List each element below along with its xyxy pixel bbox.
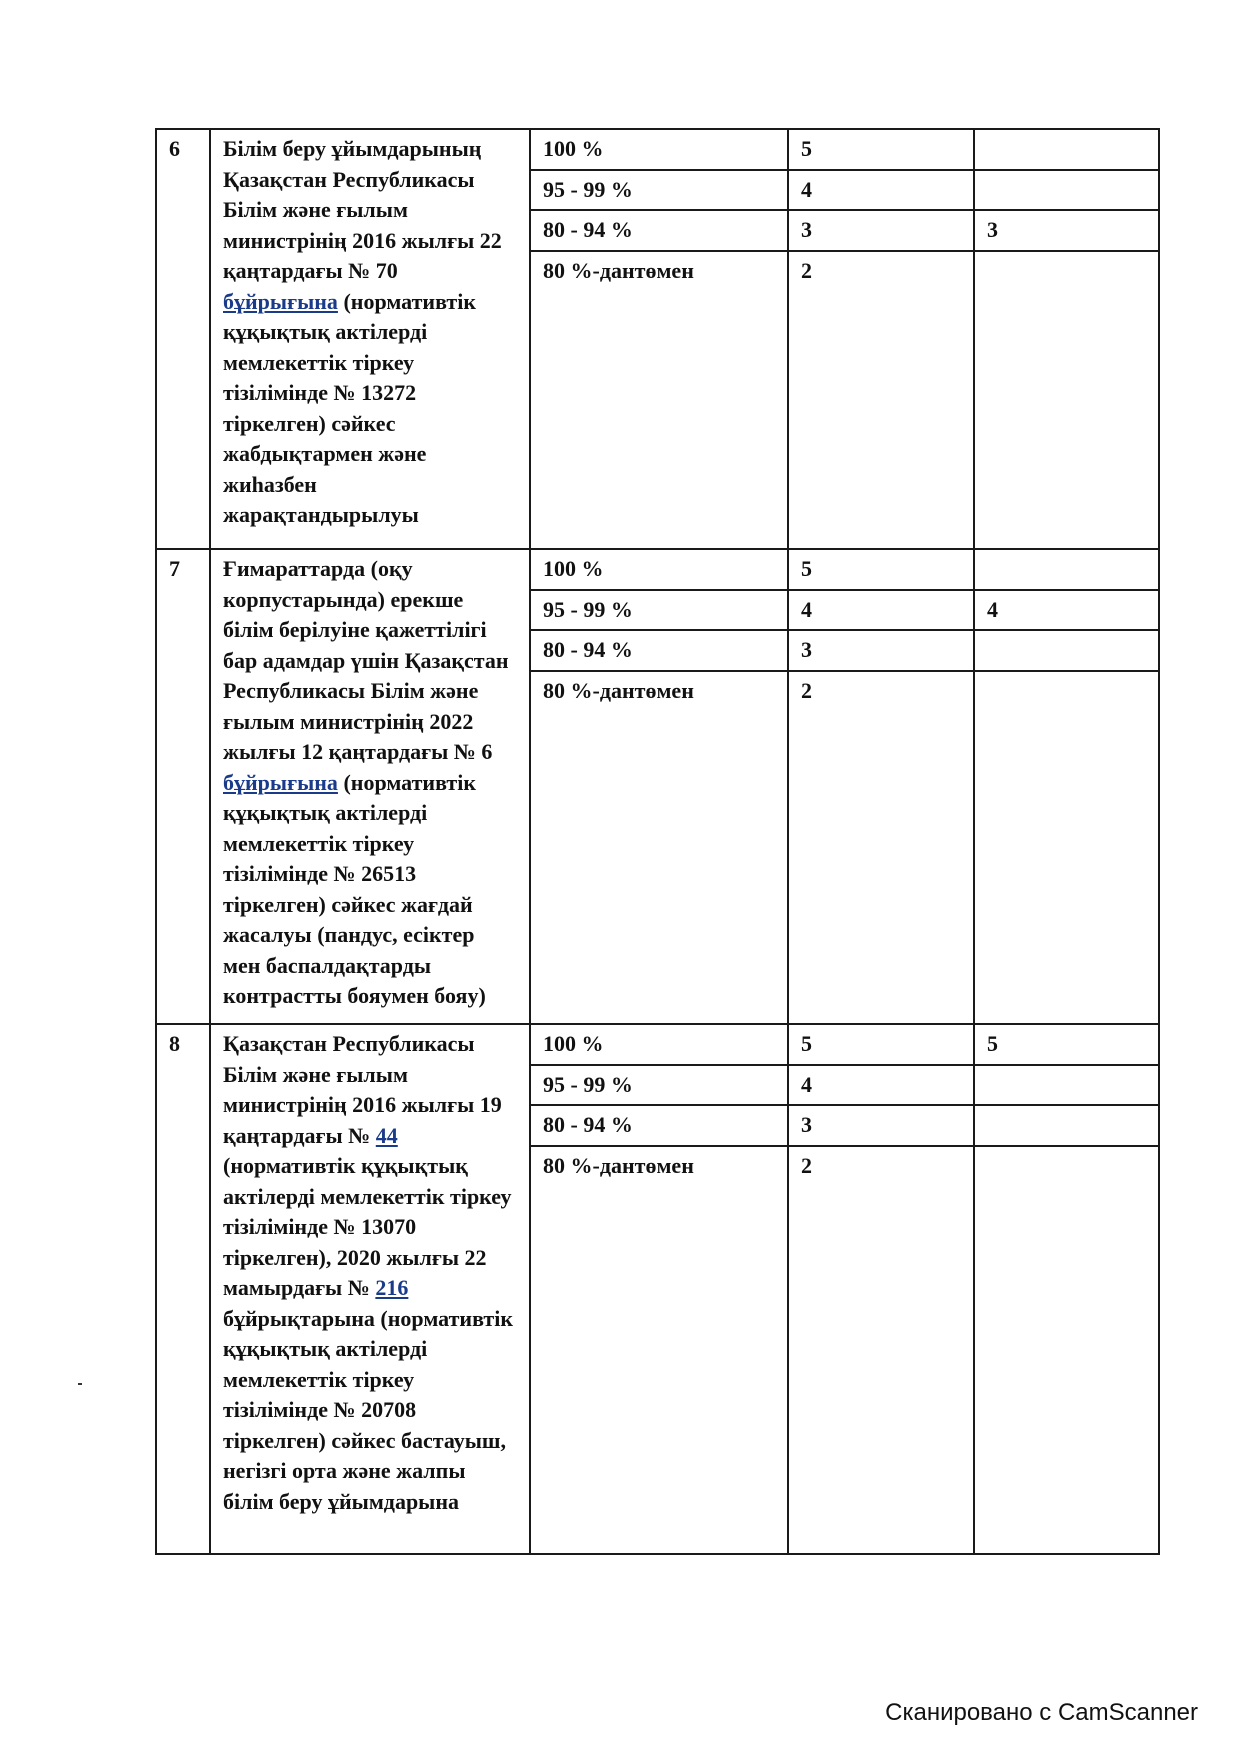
table-row [156,1024,1159,1065]
range-cell: 80 %-дантөмен [530,1146,788,1555]
range-cell: 95 - 99 % [530,1065,788,1106]
range-cell: 80 %-дантөмен [530,251,788,550]
table-row [156,129,1159,170]
mark-cell [974,549,1159,590]
range-cell: 80 - 94 % [530,630,788,671]
range-cell: 95 - 99 % [530,590,788,631]
row-number: 8 [156,1024,210,1554]
mark-cell [974,630,1159,671]
mark-cell: 3 [974,210,1159,251]
mark-cell: 5 [974,1024,1159,1065]
mark-cell [974,251,1159,550]
score-cell: 3 [788,630,974,671]
mark-cell [974,1065,1159,1106]
mark-cell [974,1105,1159,1146]
criterion-text: Ғимараттарда (оқу корпустарында) ерекше білім берілуіне қажеттілігі бар адамдар үшін Қазақстан Республикасы Білім және ғылым министрінің 2022 жылғы 12 қаңтардағы № 6 бұйрығына (нормативтік құқықтық актілерді мемлекеттік тіркеу тізілімінде № 26513 тіркелген) сәйкес жағдай жасалуы (пандус, есіктер мен баспалдақтарды контрастты бояумен бояу) [210,549,530,1024]
scanner-watermark: Сканировано с CamScanner [885,1699,1198,1726]
criteria-table [155,128,1160,1555]
scan-speck [78,1383,82,1385]
range-cell: 80 %-дантөмен [530,671,788,1025]
range-cell: 95 - 99 % [530,170,788,211]
criterion-text: Қазақстан Республикасы Білім және ғылым министрінің 2016 жылғы 19 қаңтардағы № 44 (нормативтік құқықтық актілерді мемлекеттік тіркеу тізілімінде № 13070 тіркелген), 2020 жылғы 22 мамырдағы № 216 бұйрықтарына (нормативтік құқықтық актілерді мемлекеттік тіркеу тізілімінде № 20708 тіркелген) сәйкес бастауыш, негізгі орта және жалпы білім беру ұйымдарына [210,1024,530,1554]
criterion-text: Білім беру ұйымдарының Қазақстан Республикасы Білім және ғылым министрінің 2016 жылғы 22 қаңтардағы № 70 бұйрығына (нормативтік құқықтық актілерді мемлекеттік тіркеу тізілімінде № 13272 тіркелген) сәйкес жабдықтармен және жиһазбен жарақтандырылуы [210,129,530,549]
range-cell: 100 % [530,1024,788,1065]
order-link[interactable]: 44 [375,1122,398,1148]
score-cell: 3 [788,210,974,251]
score-cell: 4 [788,170,974,211]
mark-cell: 4 [974,590,1159,631]
mark-cell [974,671,1159,1025]
row-number: 6 [156,129,210,549]
score-cell: 5 [788,1024,974,1065]
order-link[interactable]: бұйрығына [223,288,338,314]
score-cell: 5 [788,549,974,590]
score-cell: 2 [788,671,974,1025]
range-cell: 80 - 94 % [530,210,788,251]
range-cell: 100 % [530,549,788,590]
range-cell: 80 - 94 % [530,1105,788,1146]
mark-cell [974,1146,1159,1555]
score-cell: 5 [788,129,974,170]
order-link[interactable]: 216 [375,1275,409,1300]
row-number: 7 [156,549,210,1024]
table-row [156,549,1159,590]
score-cell: 2 [788,251,974,550]
score-cell: 2 [788,1146,974,1555]
range-cell: 100 % [530,129,788,170]
score-cell: 3 [788,1105,974,1146]
mark-cell [974,129,1159,170]
mark-cell [974,170,1159,211]
score-cell: 4 [788,590,974,631]
order-link[interactable]: бұйрығына [223,769,338,795]
score-cell: 4 [788,1065,974,1106]
